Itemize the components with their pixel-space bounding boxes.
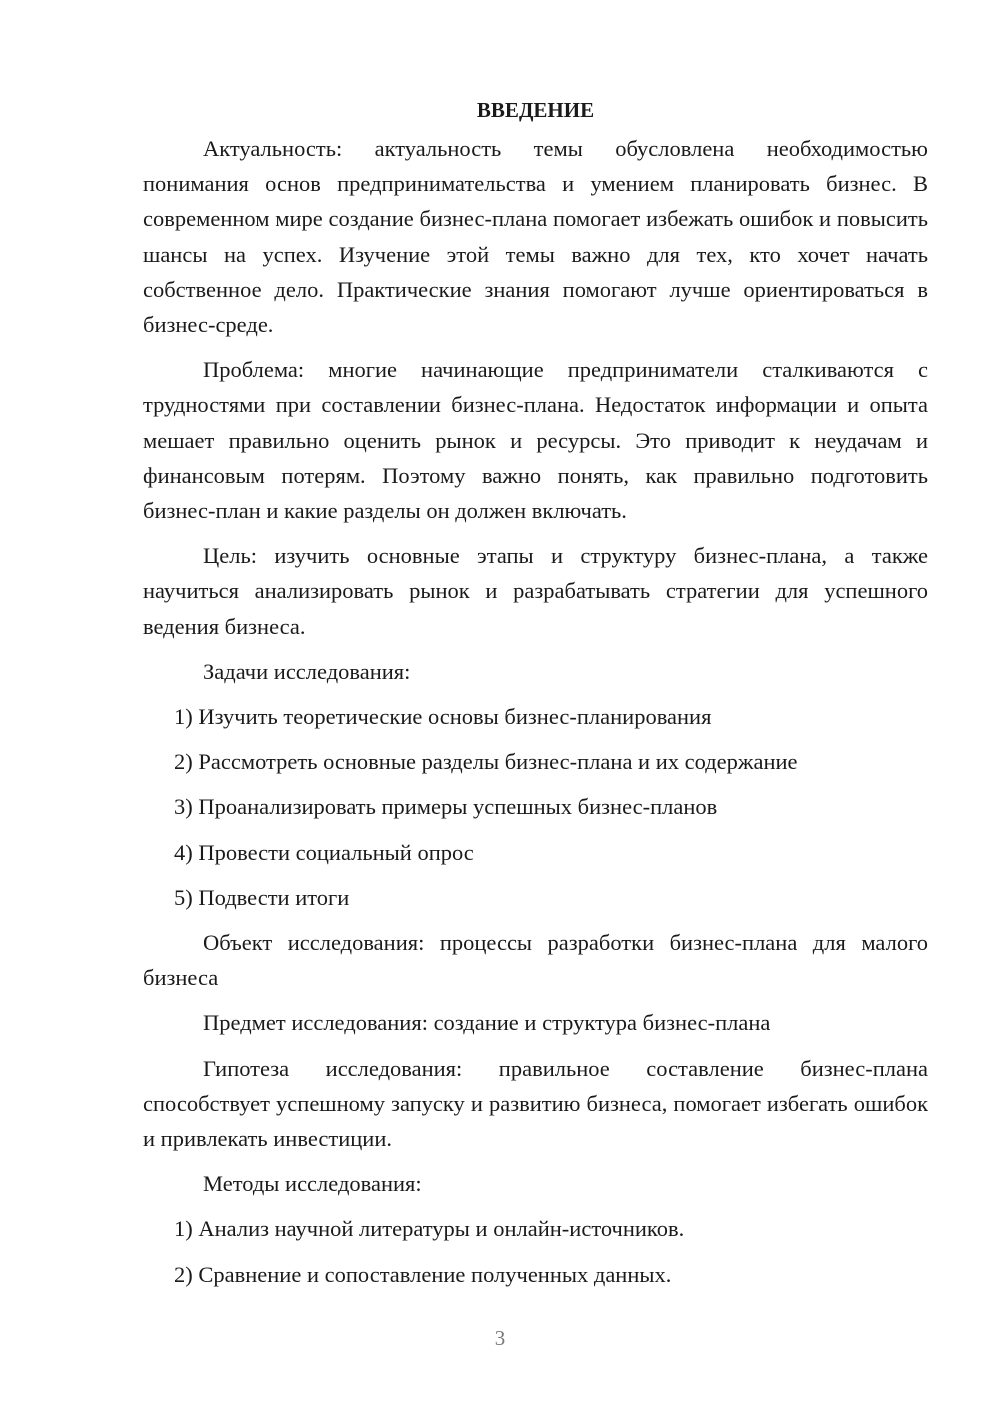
relevance-paragraph: Актуальность: актуальность темы обусловлена необходимостью понимания основ предпринимательства и умением планировать бизнес. В современном мире создание бизнес-плана помогает избежать ошибок и повысить шансы на успех. Изучение этой темы важно для тех, кто хочет начать собственное дело. Практические знания помогают лучше ориентироваться в бизнес-среде.: [143, 136, 928, 338]
subject-paragraph: Предмет исследования: создание и структура бизнес-плана: [203, 1010, 771, 1036]
hypothesis-paragraph: Гипотеза исследования: правильное составление бизнес-плана способствует успешному запуску и развитию бизнеса, помогает избегать ошибок и привлекать инвестиции.: [143, 1055, 928, 1152]
list-item: 5) Подвести итоги: [174, 884, 350, 910]
section-title: ВВЕДЕНИЕ: [476, 98, 595, 122]
list-item: 4) Провести социальный опрос: [174, 839, 474, 865]
methods-heading: Методы исследования:: [203, 1171, 422, 1197]
problem-paragraph: Проблема: многие начинающие предприниматели сталкиваются с трудностями при составлении бизнес-плана. Недостаток информации и опыта мешает правильно оценить рынок и ресурсы. Это приводит к неудачам и финансовым потерям. Поэтому важно понять, как правильно подготовить бизнес-план и какие разделы он должен включать.: [143, 357, 928, 524]
list-item: 2) Рассмотреть основные разделы бизнес-плана и их содержание: [174, 749, 798, 775]
list-item: 1) Анализ научной литературы и онлайн-источников.: [174, 1216, 685, 1242]
tasks-list: [143, 699, 928, 915]
methods-list: [143, 1211, 928, 1291]
tasks-heading: Задачи исследования:: [203, 658, 411, 684]
page-number: 3: [494, 1326, 506, 1350]
goal-paragraph: Цель: изучить основные этапы и структуру бизнес-плана, а также научиться анализировать рынок и разрабатывать стратегии для успешного ведения бизнеса.: [143, 543, 928, 639]
list-item: 2) Сравнение и сопоставление полученных данных.: [174, 1261, 672, 1287]
object-paragraph: Объект исследования: процессы разработки бизнес-плана для малого бизнеса: [143, 930, 928, 991]
document-page: [143, 92, 928, 1302]
list-item: 1) Изучить теоретические основы бизнес-планирования: [174, 704, 712, 730]
list-item: 3) Проанализировать примеры успешных бизнес-планов: [174, 794, 718, 820]
